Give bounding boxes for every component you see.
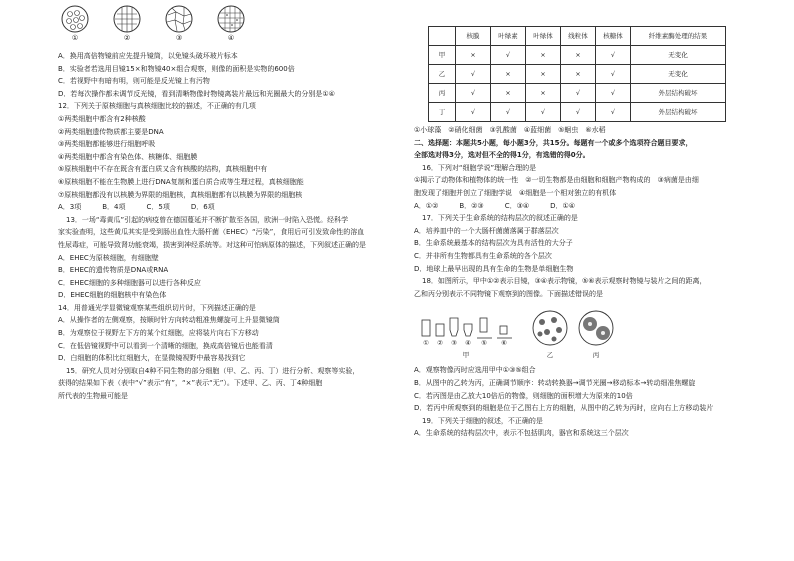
microscope-figure [414,300,750,364]
left-column [58,0,394,403]
cell-label: ③ [175,34,183,42]
option-line: A．EHEC为原核细胞，有细胞壁 [58,253,159,262]
fig-label: ② [437,339,443,348]
statement-line: 胞发现了细胞并创立了细胞学说 ④细胞是一个相对独立的有机体 [414,188,617,197]
cell-diagram-2 [110,4,144,43]
question-12-stem: 12．下列关于原核细胞与真核细胞比较的描述，不正确的有几项 [58,102,256,111]
option-line: B．实验者若选用目镜15×和物镜40×组合观察，则像的面积是实物的600倍 [58,64,295,73]
question-16-stem: 16．下列对“细胞学说”理解合理的是 [422,163,537,172]
table-header-cell: 叶绿体 [526,27,561,46]
table-cell: 丙 [429,84,456,103]
cell-diagram-4 [214,4,248,43]
question-15-stem: 15．研究人员对分别取自4种不同生物的部分细胞（甲、乙、丙、丁）进行分析、观察等实验， [66,366,360,375]
option-line: D．白细胞的体积比红细胞大，在显微镜视野中最容易找到它 [58,354,246,363]
view-bing [579,311,613,345]
question-17-stem: 17．下列关于生命系统的结构层次的叙述正确的是 [422,214,578,223]
fig-caption: 甲 [462,351,470,360]
table-header-cell: 线粒体 [561,27,596,46]
table-cell: × [526,46,561,65]
option-line: D．地球上最早出现的具有生命的生物是单细胞生物 [414,264,574,273]
cell-comparison-table [428,26,726,122]
right-column [414,0,750,440]
statement-line: ②两类细胞遗传物质都主要是DNA [58,127,164,136]
table-header-cell: 核膜 [456,27,491,46]
cell-diagrams [58,0,394,50]
fig-label: ⑤ [481,339,487,348]
table-cell: 无变化 [631,46,726,65]
table-cell: × [561,46,596,65]
question-13-stem: 13．一场“毒黄瓜”引起的病疫曾在德国蔓延并不断扩散至各国，欧洲一时陷入恐慌。经科学 [66,215,349,224]
question-18-stem: 乙和丙分别表示不同物镜下观察到的图像。下面描述错误的是 [414,289,603,298]
table-cell: √ [596,103,631,122]
question-15-stem: 所代表的生物最可能是 [58,392,128,401]
fig-label: ③ [451,339,457,348]
question-15-options: ①小球藻 ②硝化细菌 ③乳酸菌 ④蓝细菌 ⑤蛔虫 ⑥水稻 [414,126,606,134]
option-line: A．生命系统的结构层次中，表示不包括肌肉，器官和系统这三个层次 [414,429,629,438]
table-cell: √ [596,65,631,84]
statement-line: ⑦原核细胞都没有以核膜为界限的细胞核，真核细胞都有以核膜为界限的细胞核 [58,190,303,199]
option-line: A．换用高倍物镜前应先提升镜筒，以免镜头破坏玻片标本 [58,52,238,60]
option-line: B．为观察位于视野左下方的某个红细胞，应将装片向右下方移动 [58,329,259,338]
question-16-options: A．①② B．②③ C．③④ D．①④ [414,201,576,210]
table-cell: 丁 [429,103,456,122]
table-row [429,84,726,103]
table-cell: √ [456,84,491,103]
table-cell: √ [456,65,491,84]
table-cell: × [526,65,561,84]
table-row [429,103,726,122]
question-18-stem: 18．如图所示，甲中①②表示目镜，③④表示物镜，⑤⑥表示观察时物镜与装片之间的距离， [422,277,707,286]
option-line: B．EHEC的遗传物质是DNA或RNA [58,266,169,275]
statement-line: ④两类细胞中都含有染色体、核糖体、细胞膜 [58,152,198,161]
table-header-row [429,27,726,46]
option-line: D．若丙中所观察到的细胞是位于乙图右上方的细胞，从图中的乙转为丙时，应向右上方移动装片 [414,404,714,413]
table-cell: 甲 [429,46,456,65]
section-heading: 二、选择题：本题共5小题，每小题3分，共15分。每题有一个或多个选项符合题目要求， [414,138,693,147]
table-header-cell: 纤维素酶处理的结果 [631,27,726,46]
option-line: D．若每次操作都未调节反光镜，看到清晰物像时物镜离装片最远和光圈最大的分别是①④ [58,89,335,98]
table-cell: 外层结构破坏 [631,103,726,122]
statement-line: ③两类细胞都能够进行细胞呼吸 [58,140,156,149]
statement-line: ⑤原核细胞中不存在既含有蛋白质又含有核酸的结构，真核细胞中有 [58,165,268,174]
table-cell: √ [561,84,596,103]
option-line: A．培养皿中的一个大肠杆菌菌落属于群落层次 [414,226,559,235]
table-cell: × [561,65,596,84]
table-cell: 乙 [429,65,456,84]
view-yi [533,311,567,345]
fig-label: ④ [465,339,471,348]
option-line: C．EHEC细胞的多种细胞器可以进行各种反应 [58,278,201,287]
table-cell: × [526,84,561,103]
microscope-figure-svg [414,300,750,364]
option-line: C．并非所有生物都具有生命系统的各个层次 [414,251,552,260]
question-14-stem: 14．用普通光学显微镜观察某些组织切片时，下列描述正确的是 [58,303,256,312]
table-cell: × [491,65,526,84]
section-heading: 全部选对得3分，选对但不全的得1分，有选错的得0分。 [414,151,590,160]
option-line: A．观察物像丙时应选用甲中①③⑤组合 [414,366,536,375]
question-12-options: A．3项 B．4项 C．5项 D．6项 [58,203,215,212]
statement-line: ⑥原核细胞不能在生物膜上进行DNA复制和蛋白质合成等生理过程，真核细胞能 [58,177,304,186]
table-cell: × [491,84,526,103]
option-line: B．从图中的乙转为丙，正确调节顺序：转动转换器→调节光圈→移动标本→转动细准焦螺旋 [414,378,696,387]
fig-caption: 丙 [592,351,600,360]
option-line: C．若视野中有暗有明，则可能是反光镜上有污物 [58,77,210,86]
table-cell: 无变化 [631,65,726,84]
cell-diagram-3 [162,4,196,43]
table-cell: × [456,46,491,65]
table-cell: 外层结构破坏 [631,84,726,103]
table-cell: √ [491,46,526,65]
question-13-stem: 家实验查明，这些黄瓜其实是受到肠出血性大肠杆菌（EHEC）“污染”，食用后可引发致命性的溶血 [58,228,365,237]
option-line: C．若丙图是由乙放大10倍后的物像，则细胞的面积增大为原来的10倍 [414,391,633,400]
table-cell: √ [596,46,631,65]
question-15-stem: 获得的结果如下表（表中“√”表示“有”，“×”表示“无”）。下述甲、乙、丙、丁4种细胞 [58,379,323,388]
option-line: D．EHEC细胞的细胞核中有染色体 [58,291,167,300]
table-header-cell: 核糖体 [596,27,631,46]
statement-line: ①揭示了动物体和植物体的统一性 ②一切生物都是由细胞和细胞产物构成的 ③病菌是由细 [414,176,699,185]
table-cell: √ [491,103,526,122]
fig-label: ① [423,339,429,348]
cell-label: ① [71,34,79,42]
option-line: A．从操作者的左侧观察，按顺时针方向转动粗准焦螺旋可上升显微镜筒 [58,316,280,325]
table-cell: √ [596,84,631,103]
table-header-cell [429,27,456,46]
question-13-stem: 性尿毒症，可能导致肾功能衰竭，损害到神经系统等。对这种可怕病原体的描述，下列叙述正确的是 [58,240,366,249]
cell-diagram-1 [58,4,92,43]
cell-label: ④ [227,34,235,42]
fig-label: ⑥ [501,339,507,348]
fig-caption: 乙 [546,351,554,360]
table-row [429,65,726,84]
table-cell: √ [561,103,596,122]
table-cell: √ [526,103,561,122]
option-line: C．在低倍镜视野中可以看到一个清晰的细胞，换成高倍镜后也能看清 [58,341,273,350]
statement-line: ①两类细胞中都含有2种核酸 [58,114,146,123]
table-header-cell: 叶绿素 [491,27,526,46]
table-row [429,46,726,65]
option-line: B．生命系统最基本的结构层次为具有活性的大分子 [414,239,573,248]
question-19-stem: 19．下列关于细胞的叙述，不正确的是 [422,416,543,425]
table-cell: √ [456,103,491,122]
cell-label: ② [123,34,131,42]
